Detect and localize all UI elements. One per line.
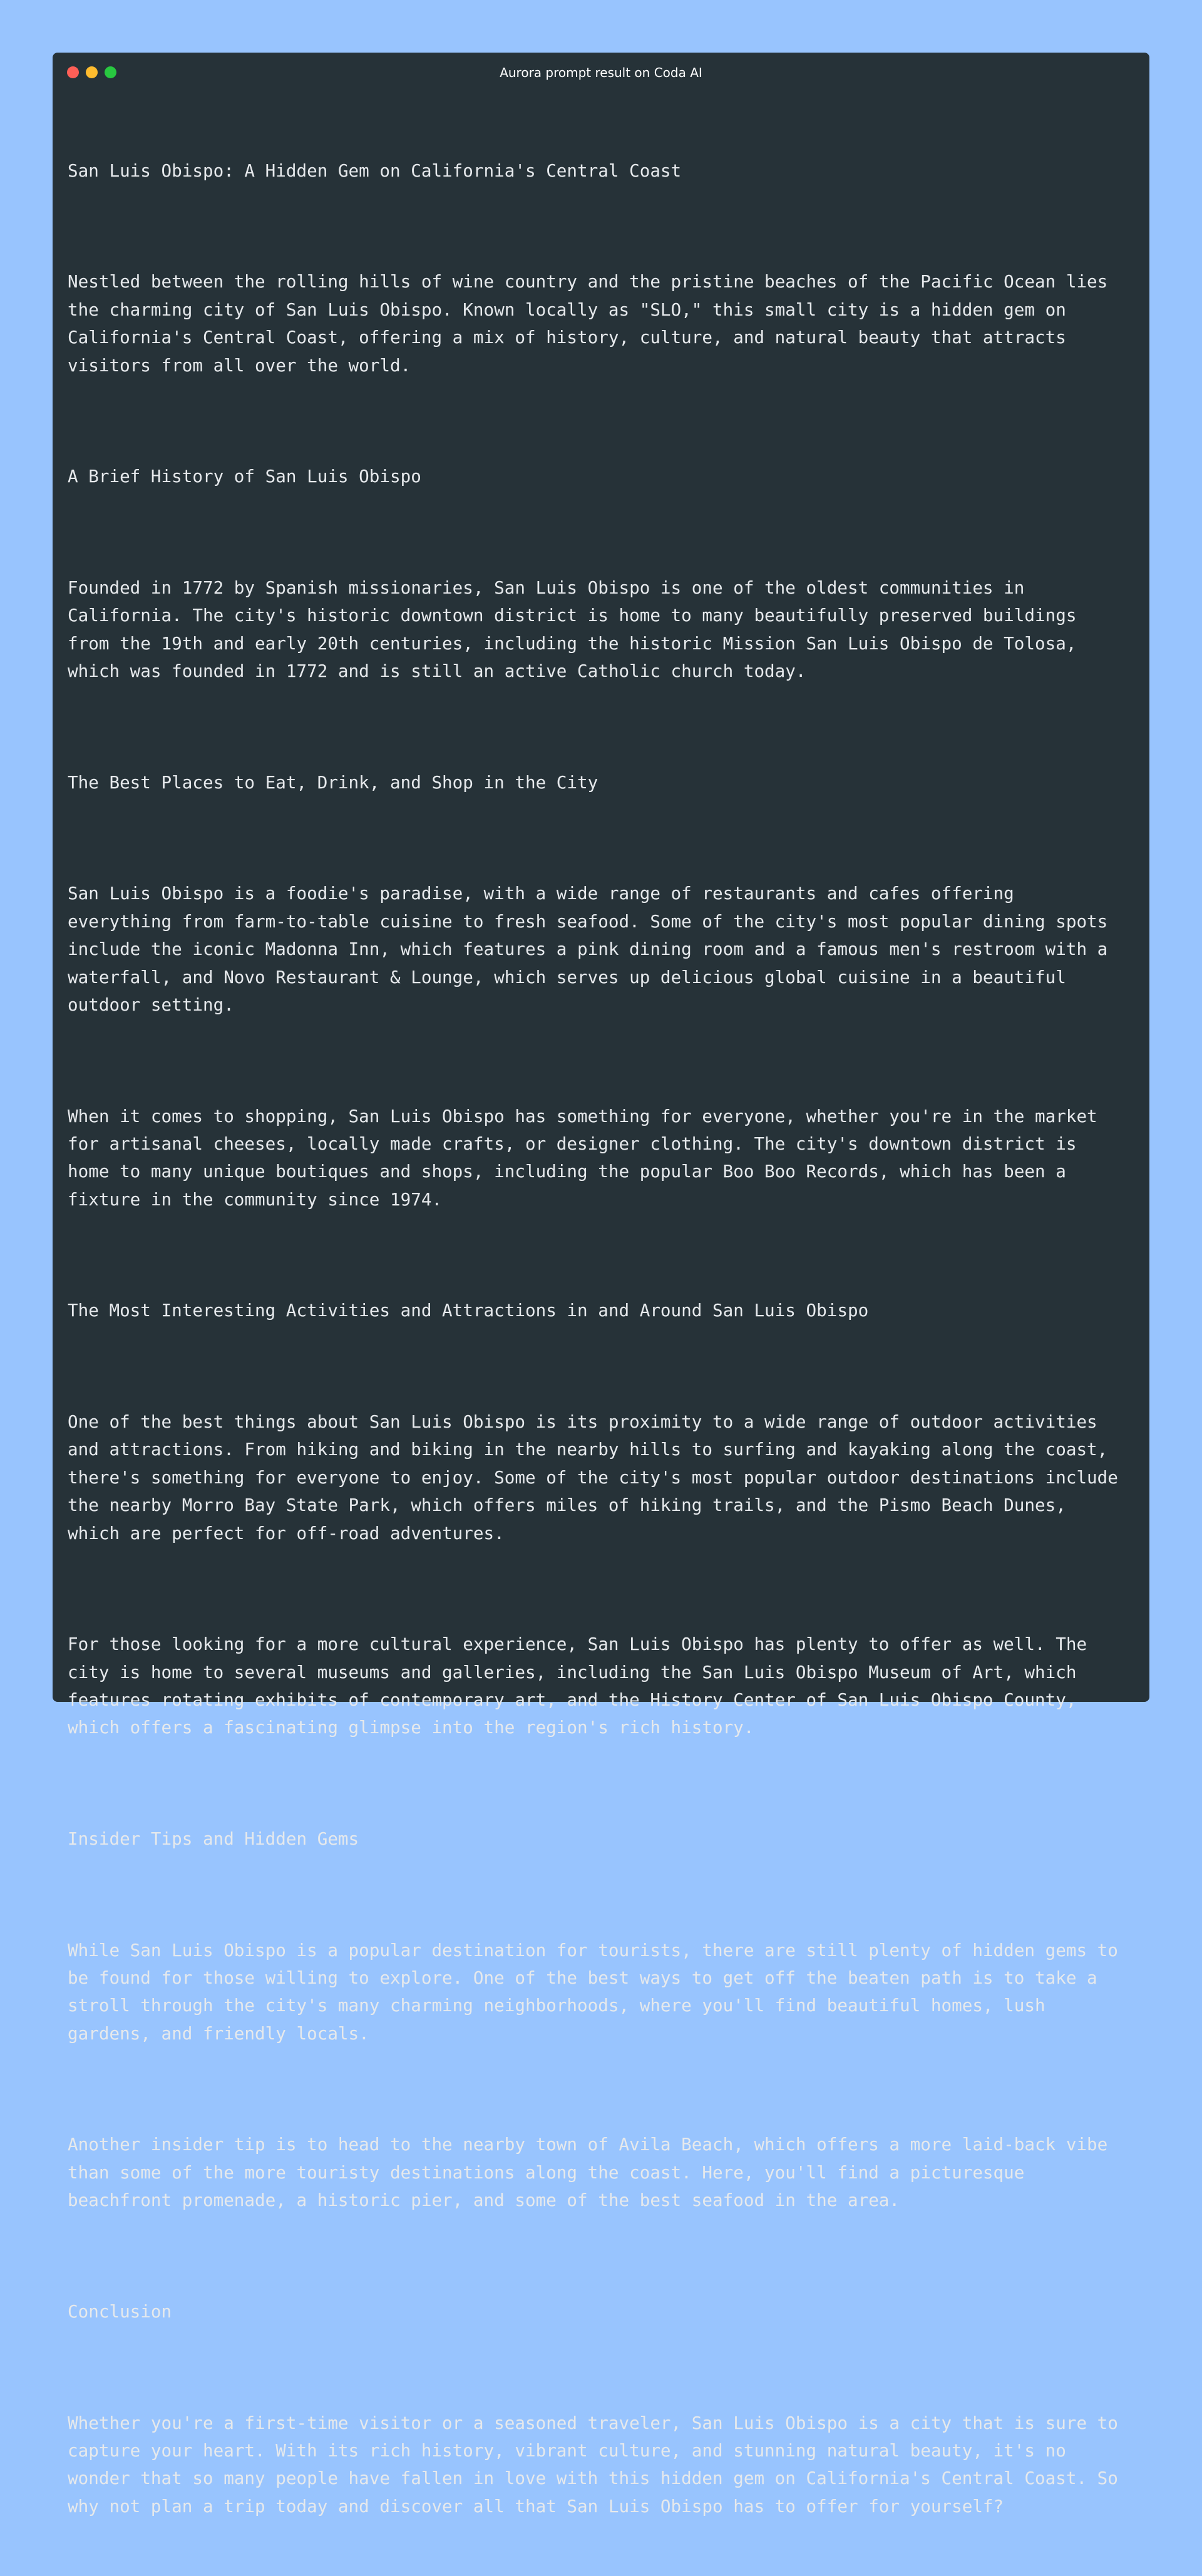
history-paragraph: Founded in 1772 by Spanish missionaries, San Luis Obispo is one of the oldest communities in California. The city's historic downtown district is home to many beautifully preserved buildings from the 19th and early 20th centuries, including the historic Mission San Luis Obispo de Tolosa, which was founded in 1772 and is still an active Catholic church today. xyxy=(68,577,1077,682)
conclusion-heading: Conclusion xyxy=(68,2300,172,2322)
result-window xyxy=(53,53,1149,2517)
conclusion-paragraph: Whether you're a first-time visitor or a seasoned traveler, San Luis Obispo is a city that is sure to capture your heart. With its rich history, vibrant culture, and stunning natural beauty, it's no wonder that so many people have fallen in love with this hidden gem on California's Central Coast. So why not plan a trip today and discover all that San Luis Obispo has to offer for yourself? xyxy=(68,2412,1118,2517)
dining-paragraph: San Luis Obispo is a foodie's paradise, with a wide range of restaurants and cafes offering everything from farm-to-table cuisine to fresh seafood. Some of the city's most popular dining spots include the iconic Madonna Inn, which features a pink dining room and a famous men's restroom with a waterfall, and Novo Restaurant & Lounge, which serves up delicious global cuisine in a beautiful outdoor setting. xyxy=(68,883,1108,1015)
intro-paragraph: Nestled between the rolling hills of wine country and the pristine beaches of the Pacific Ocean lies the charming city of San Luis Obispo. Known locally as "SLO," this small city is a hidden gem on California's Central Coast, offering a mix of history, culture, and natural beauty that attracts visitors from all over the world. xyxy=(68,271,1108,376)
window-titlebar xyxy=(53,53,1149,93)
shopping-paragraph: When it comes to shopping, San Luis Obispo has something for everyone, whether you're in the market for artisanal cheeses, locally made crafts, or designer clothing. The city's downtown district is home to many unique boutiques and shops, including the popular Boo Boo Records, which has been a fixture in the community since 1974. xyxy=(68,1105,1097,1210)
window-title: Aurora prompt result on Coda AI xyxy=(500,65,702,80)
outdoor-activities-paragraph: One of the best things about San Luis Obispo is its proximity to a wide range of outdoor activities and attractions. From hiking and biking in the nearby hills to surfing and kayaking along the coast, there's something for everyone to enjoy. Some of the city's most popular outdoor destinations include the nearby Morro Bay State Park, which offers miles of hiking trails, and the Pismo Beach Dunes, which are perfect for off-road adventures. xyxy=(68,1411,1118,1543)
history-heading: A Brief History of San Luis Obispo xyxy=(68,466,421,487)
eat-drink-shop-heading: The Best Places to Eat, Drink, and Shop in the City xyxy=(68,771,598,793)
cultural-paragraph: For those looking for a more cultural experience, San Luis Obispo has plenty to offer as well. The city is home to several museums and galleries, including the San Luis Obispo Museum of Art, which features rotating exhibits of contemporary art, and the History Center of San Luis Obispo County, which offers a fascinating glimpse into the region's rich history. xyxy=(68,1634,1087,1738)
activities-heading: The Most Interesting Activities and Attractions in and Around San Luis Obispo xyxy=(68,1300,869,1321)
neighborhoods-paragraph: While San Luis Obispo is a popular destination for tourists, there are still plenty of hidden gems to be found for those willing to explore. One of the best ways to get off the beaten path is to take a stroll through the city's many charming neighborhoods, where you'll find beautiful homes, lush gardens, and friendly locals. xyxy=(68,1939,1118,2044)
article-title: San Luis Obispo: A Hidden Gem on California's Central Coast xyxy=(68,160,682,181)
tips-heading: Insider Tips and Hidden Gems xyxy=(68,1828,359,1850)
avila-beach-paragraph: Another insider tip is to head to the nearby town of Avila Beach, which offers a more laid-back vibe than some of the more touristy destinations along the coast. Here, you'll find a picturesque beachfront promenade, a historic pier, and some of the best seafood in the area. xyxy=(68,2134,1108,2211)
article-content xyxy=(68,101,1134,2576)
